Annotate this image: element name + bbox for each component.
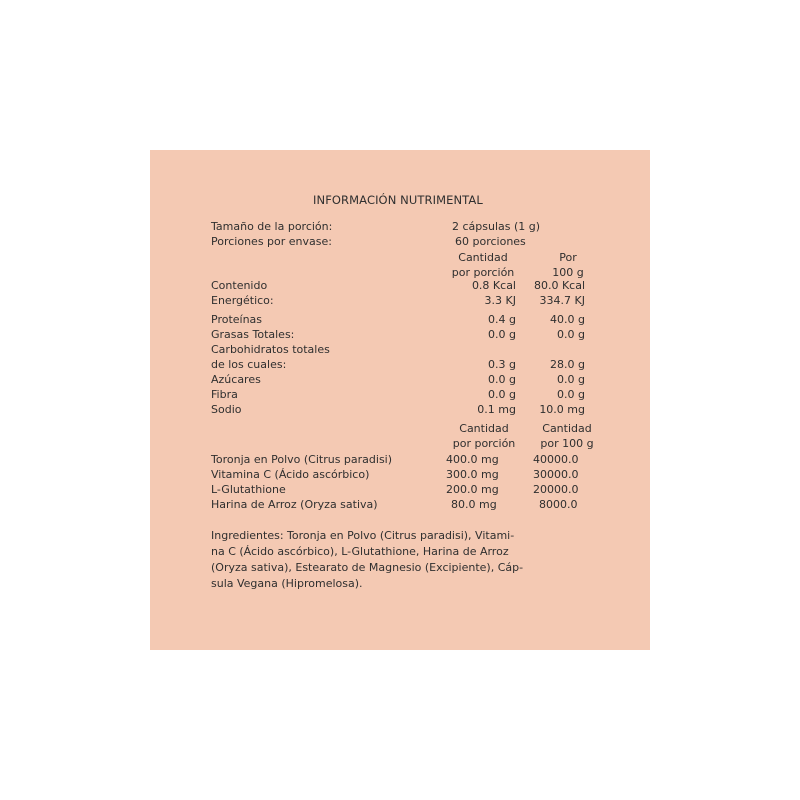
nutrient-per-100: 28.0 g: [550, 358, 585, 371]
active-label: L-Glutathione: [211, 483, 286, 496]
nutrient-per-100: 40.0 g: [550, 313, 585, 326]
actives-header-per-serving-line2: por porción: [452, 437, 516, 450]
energy-label-line2: Energético:: [211, 294, 274, 307]
active-serving: 400.0 mg: [446, 453, 499, 466]
active-label: Toronja en Polvo (Citrus paradisi): [211, 453, 393, 466]
active-serving: 300.0 mg: [446, 468, 499, 481]
nutrition-header-per-serving: [444, 250, 522, 280]
nutrient-label: de los cuales:: [211, 358, 287, 371]
label-title: INFORMACIÓN NUTRIMENTAL: [313, 193, 483, 207]
ingredients-line: sula Vegana (Hipromelosa).: [211, 577, 363, 590]
active-per-100: 40000.0: [533, 453, 579, 466]
serving-size-label: Tamaño de la porción:: [211, 220, 333, 233]
energy-kj-serving: 3.3 KJ: [484, 294, 516, 307]
nutrient-label: Fibra: [211, 388, 238, 401]
nutrition-header-per-100-line2: 100 g: [552, 266, 584, 279]
nutrient-label: Azúcares: [211, 373, 261, 386]
nutrition-header-per-serving-line1: Cantidad: [458, 251, 508, 264]
ingredients-text: [211, 528, 523, 592]
energy-kcal-serving: 0.8 Kcal: [471, 279, 516, 292]
actives-header-per-serving-line1: Cantidad: [459, 422, 509, 435]
nutrient-per-100: 0.0 g: [557, 388, 585, 401]
nutrient-per-100: 10.0 mg: [539, 403, 585, 416]
actives-header-per-serving: [444, 421, 524, 451]
energy-kj-per-100: 334.7 KJ: [539, 294, 585, 307]
actives-header-per-100: [532, 421, 602, 451]
energy-kcal-per-100: 80.0 Kcal: [533, 279, 585, 292]
active-serving: 80.0 mg: [451, 498, 497, 511]
nutrient-serving: 0.1 mg: [477, 403, 516, 416]
active-per-100: 30000.0: [533, 468, 579, 481]
nutrient-label: Carbohidratos totales: [211, 343, 330, 356]
active-per-100: 8000.0: [539, 498, 578, 511]
nutrient-per-100: 0.0 g: [557, 373, 585, 386]
nutrition-header-per-100-line1: Por: [559, 251, 577, 264]
actives-header-per-100-line1: Cantidad: [542, 422, 592, 435]
nutrient-label: Proteínas: [211, 313, 263, 326]
ingredients-line: (Oryza sativa), Estearato de Magnesio (Excipiente), Cáp-: [211, 561, 524, 574]
servings-per-container-label: Porciones por envase:: [211, 235, 332, 248]
nutrient-serving: 0.0 g: [488, 328, 516, 341]
nutrient-serving: 0.0 g: [488, 388, 516, 401]
nutrient-per-100: 0.0 g: [557, 328, 585, 341]
nutrient-label: Sodio: [211, 403, 242, 416]
serving-size-value: 2 cápsulas (1 g): [452, 220, 541, 233]
active-per-100: 20000.0: [533, 483, 579, 496]
ingredients-line: Ingredientes: Toronja en Polvo (Citrus paradisi), Vitami-: [211, 529, 515, 542]
active-serving: 200.0 mg: [446, 483, 499, 496]
nutrient-serving: 0.0 g: [488, 373, 516, 386]
ingredients-line: na C (Ácido ascórbico), L-Glutathione, Harina de Arroz: [211, 545, 509, 558]
active-label: Harina de Arroz (Oryza sativa): [211, 498, 378, 511]
nutrition-header-per-serving-line2: por porción: [451, 266, 515, 279]
nutrition-header-per-100: [538, 250, 598, 280]
servings-per-container-value: 60 porciones: [455, 235, 526, 248]
energy-label-line1: Contenido: [211, 279, 268, 292]
actives-header-per-100-line2: por 100 g: [540, 437, 594, 450]
nutrient-serving: 0.4 g: [488, 313, 516, 326]
nutrient-serving: 0.3 g: [488, 358, 516, 371]
nutrient-label: Grasas Totales:: [211, 328, 295, 341]
active-label: Vitamina C (Ácido ascórbico): [211, 468, 370, 481]
